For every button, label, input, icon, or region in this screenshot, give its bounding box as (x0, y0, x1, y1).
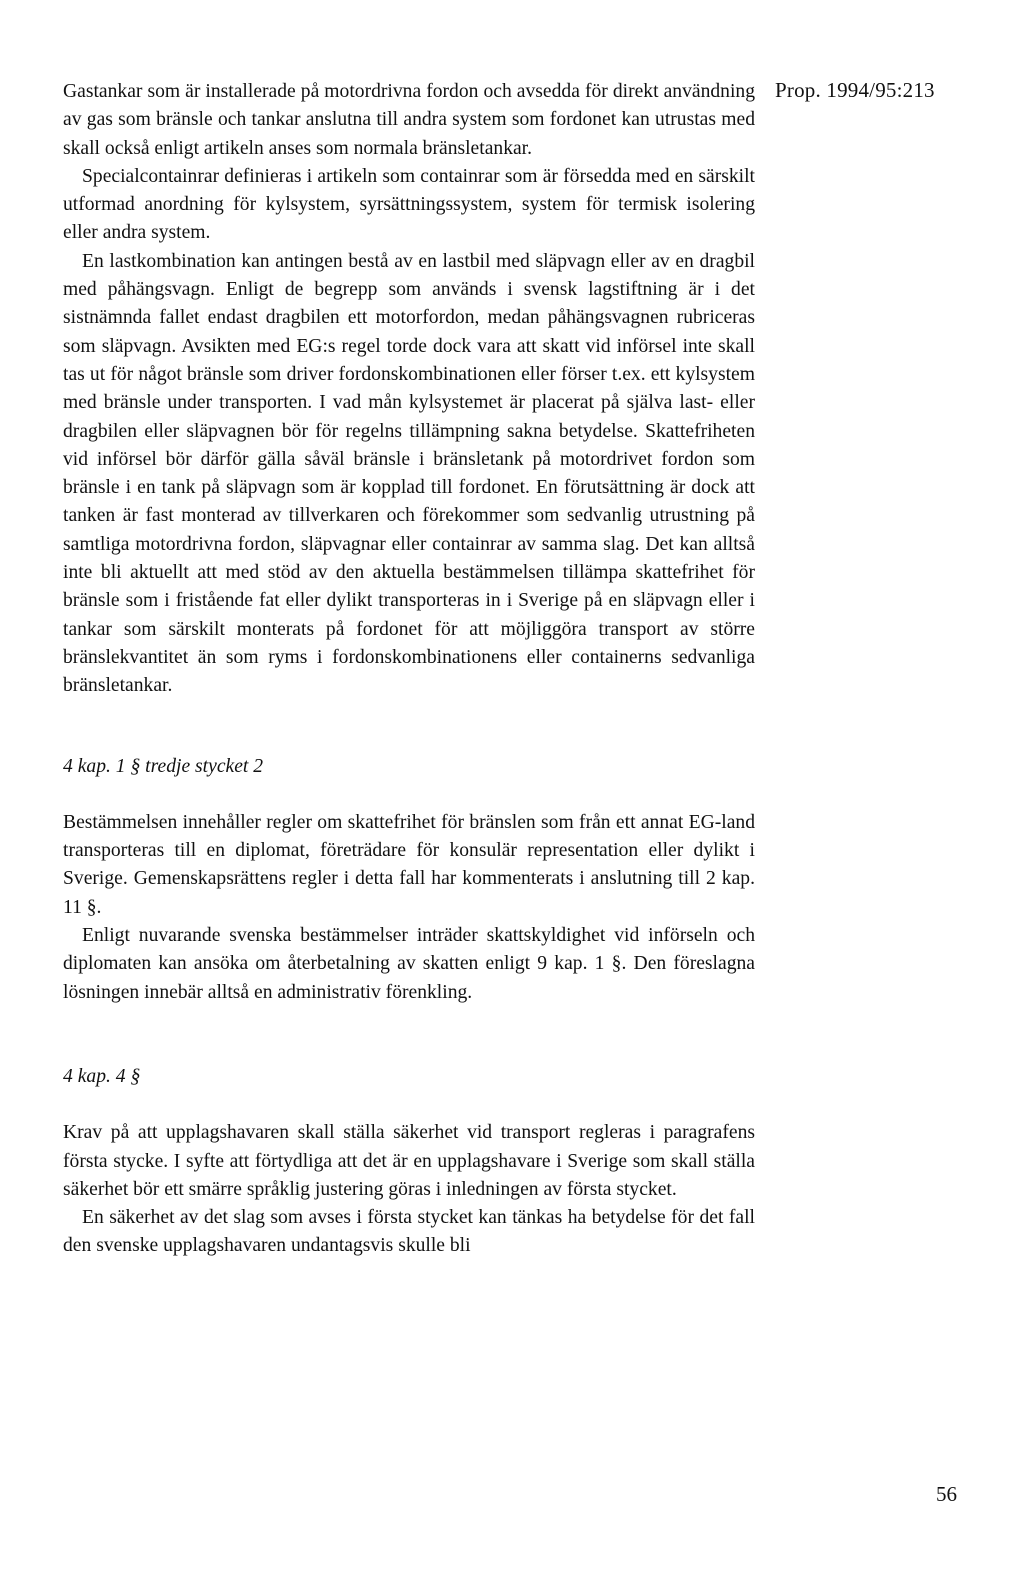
paragraph: Specialcontainrar definieras i artikeln som containrar som är försedda med en särskilt utformad anordning för kylsystem, syrsättningssystem, system för termisk isolering eller andra system. (63, 165, 755, 244)
body-text (63, 78, 755, 1261)
paragraph: En säkerhet av det slag som avses i första stycket kan tänkas ha betydelse för det fall den svenske upplagshavaren undantagsvis skulle bli (63, 1207, 755, 1257)
section-heading: 4 kap. 4 § (63, 1065, 141, 1087)
proposition-reference: Prop. 1994/95:213 (775, 78, 935, 102)
paragraph: Enligt nuvarande svenska bestämmelser inträder skattskyldighet vid införseln och diplomaten kan ansöka om återbetalning av skatten enligt 9 kap. 1 §. Den föreslagna lösningen innebär alltså en administrativ förenkling. (63, 925, 755, 1003)
section-heading: 4 kap. 1 § tredje stycket 2 (63, 755, 264, 777)
paragraph: Gastankar som är installerade på motordrivna fordon och avsedda för direkt användning av gas som bränsle och tankar anslutna till andra system som fordonet kan utrustas med skall också enligt artikeln anses som normala bränsletankar. (63, 81, 755, 159)
paragraph: Bestämmelsen innehåller regler om skattefrihet för bränslen som från ett annat EG-land transporteras till en diplomat, företrädare för konsulär representation eller dylikt i Sverige. Gemenskapsrättens regler i detta fall har kommenterats i anslutning till 2 kap. 11 §. (63, 811, 755, 918)
page-number: 56 (936, 1482, 957, 1506)
paragraph: En lastkombination kan antingen bestå av en lastbil med släpvagn eller av en dragbil med påhängsvagn. Enligt de begrepp som används i svensk lagstiftning är i det sistnämnda fallet endast dragbilen ett motorfordon, medan påhängsvagnen rubriceras som släpvagn. Avsikten med EG:s regel torde dock vara att skatt vid införsel inte skall tas ut för något bränsle som driver fordonskombinationen eller förser t.ex. ett kylsystem med bränsle under transporten. I vad mån kylsystemet är placerat på själva last- eller dragbilen eller släpvagnen bör för regelns tillämpning sakna betydelse. Skattefriheten vid införsel bör därför gälla såväl bränsle i bränsletank på motordrivet fordon som bränsle i en tank på släpvagn som är kopplad till fordonet. En förutsättning är dock att tanken är fast monterad av tillverkaren och förekommer som sedvanlig utrustning på samtliga motordrivna fordon, släpvagnar eller containrar av samma slag. Det kan alltså inte bli aktuellt att med stöd av den aktuella bestämmelsen tillämpa skattefrihet för bränsle som i fristående fat eller dylikt transporteras in i Sverige på en släpvagn eller i tankar som särskilt monterats på fordonet för att möjliggöra transport av större bränslekvantitet än som ryms i fordonskombinationens eller containerns sedvanliga bränsletankar. (63, 250, 755, 697)
paragraph: Krav på att upplagshavaren skall ställa säkerhet vid transport regleras i paragrafens första stycke. I syfte att förtydliga att det är en upplagshavare i Sverige som skall ställa säkerhet bör ett smärre språklig justering göras i inledningen av första stycket. (63, 1122, 755, 1200)
